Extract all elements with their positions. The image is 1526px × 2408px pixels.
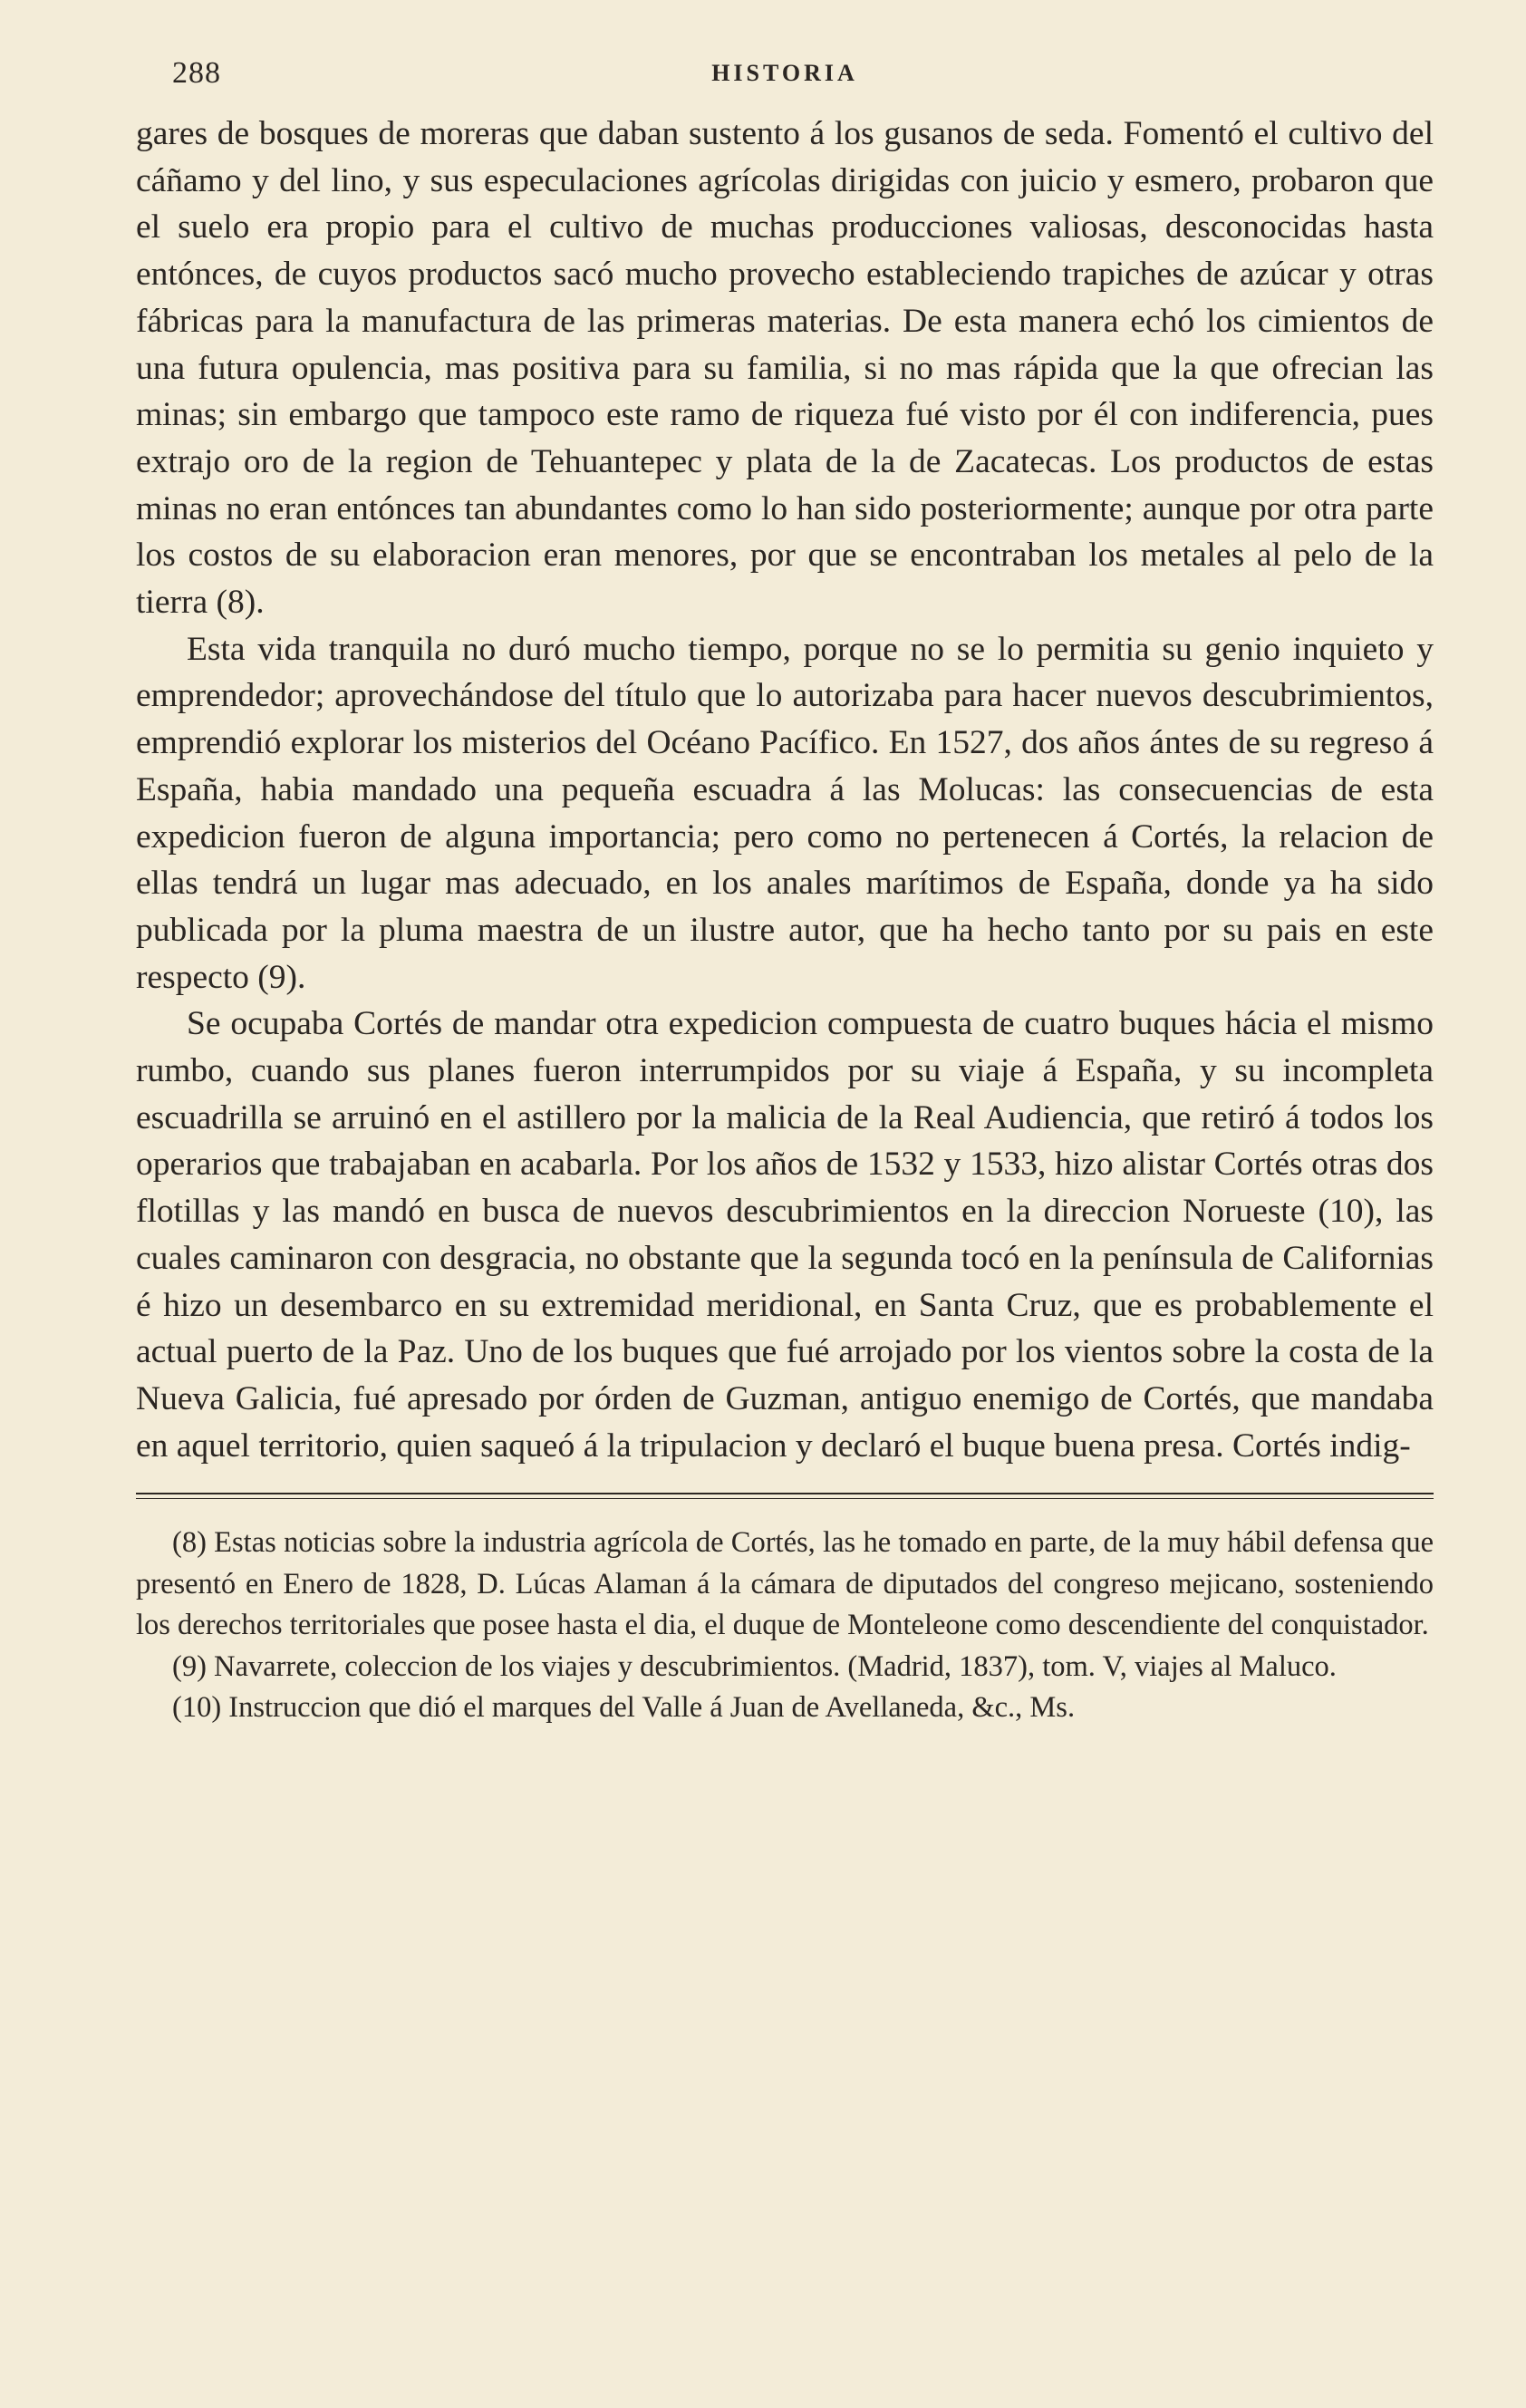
footnote-separator (136, 1493, 1434, 1499)
footnote-9: (9) Navarrete, coleccion de los viajes y descubrimientos. (Madrid, 1837), tom. V, viajes al Maluco. (172, 1649, 1337, 1683)
body-text (136, 111, 1434, 1469)
footnote-8: (8) Estas noticias sobre la industria agrícola de Cortés, las he tomado en parte, de la muy hábil defensa que presentó en Enero de 1828, D. Lúcas Alaman á la cámara de diputados del congreso mejicano, sosteniendo los derechos territoriales que posee hasta el dia, el duque de Monteleone como descendiente del conquistador. (136, 1526, 1434, 1642)
paragraph: Se ocupaba Cortés de mandar otra expedicion compuesta de cuatro buques hácia el mismo rumbo, cuando sus planes fueron interrumpidos por su viaje á España, y su incompleta escuadrilla se arruinó en el astillero por la malicia de la Real Audiencia, que retiró á todos los operarios que trabajaban en acabarla. Por los años de 1532 y 1533, hizo alistar Cortés otras dos flotillas y las mandó en busca de nuevos descubrimientos en la direccion Norueste (10), las cuales caminaron con desgracia, no obstante que la segunda tocó en la península de Californias é hizo un desembarco en su extremidad meridional, en Santa Cruz, que es probablemente el actual puerto de la Paz. Uno de los buques que fué arrojado por los vientos sobre la costa de la Nueva Galicia, fué apresado por órden de Guzman, antiguo enemigo de Cortés, que mandaba en aquel territorio, quien saqueó á la tripulacion y declaró el buque buena presa. Cortés indig- (136, 1005, 1434, 1465)
page-number: 288 (172, 56, 221, 90)
book-page (136, 47, 1434, 1729)
footnote-10: (10) Instruccion que dió el marques del Valle á Juan de Avellaneda, &c., Ms. (172, 1691, 1076, 1725)
paragraph: gares de bosques de moreras que daban sustento á los gusanos de seda. Fomentó el cultivo del cáñamo y del lino, y sus especulaciones agrícolas dirigidas con juicio y esmero, probaron que el suelo era propio para el cultivo de muchas producciones valiosas, desconocidas hasta entónces, de cuyos productos sacó mucho provecho estableciendo trapiches de azúcar y otras fábricas para la manufactura de las primeras materias. De esta manera echó los cimientos de una futura opulencia, mas positiva para su familia, si no mas rápida que la que ofrecian las minas; sin embargo que tampoco este ramo de riqueza fué visto por él con indiferencia, pues extrajo oro de la region de Tehuantepec y plata de la de Zacatecas. Los productos de estas minas no eran entónces tan abundantes como lo han sido posteriormente; aunque por otra parte los costos de su elaboracion eran menores, por que se encontraban los metales al pelo de la tierra (8). (136, 115, 1434, 622)
footnotes (136, 1523, 1434, 1729)
running-title: HISTORIA (711, 60, 858, 86)
paragraph: Esta vida tranquila no duró mucho tiempo, porque no se lo permitia su genio inquieto y emprendedor; aprovechándose del título que lo autorizaba para hacer nuevos descubrimientos, emprendió explorar los misterios del Océano Pacífico. En 1527, dos años ántes de su regreso á España, habia mandado una pequeña escuadra á las Molucas: las consecuencias de esta expedicion fueron de alguna importancia; pero como no pertenecen á Cortés, la relacion de ellas tendrá un lugar mas adecuado, en los anales marítimos de España, donde ya ha sido publicada por la pluma maestra de un ilustre autor, que ha hecho tanto por su pais en este respecto (9). (136, 630, 1434, 996)
page-header (136, 47, 1434, 94)
